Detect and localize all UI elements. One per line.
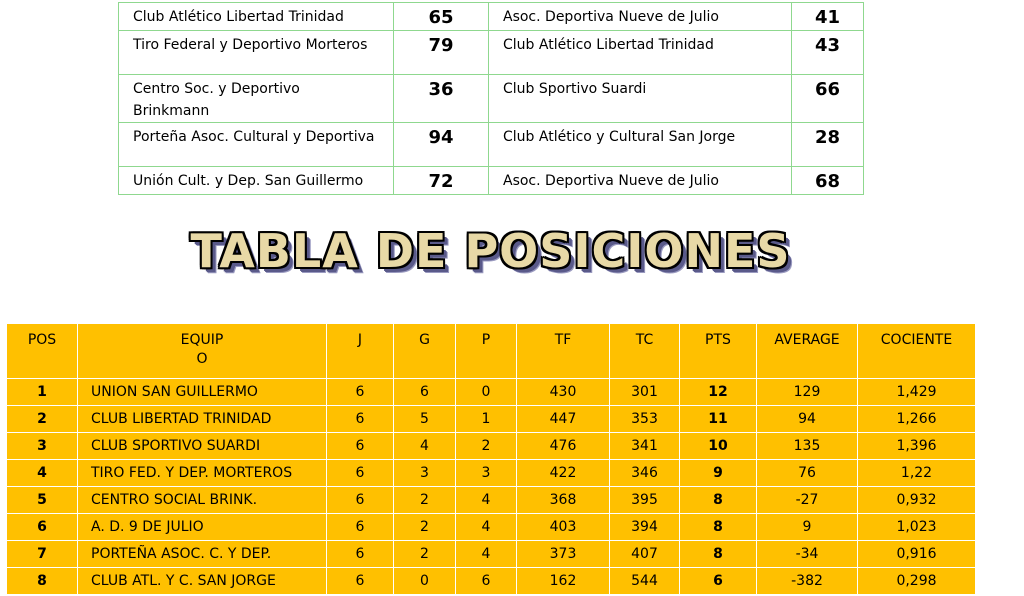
g-cell: 4 [394,433,456,460]
away-score: 66 [792,75,864,123]
header-equipo-line2: O [196,351,208,367]
tf-cell: 422 [517,460,610,487]
p-cell: 4 [456,541,517,568]
team-cell: CLUB LIBERTAD TRINIDAD [78,406,327,433]
cociente-cell: 0,298 [858,568,976,595]
home-team: Centro Soc. y Deportivo Brinkmann [119,75,394,123]
average-cell: -34 [757,541,858,568]
header-p: P [456,324,517,379]
away-score: 28 [792,123,864,167]
pos-cell: 6 [7,514,78,541]
standings-row [7,433,976,460]
pts-cell: 8 [680,487,757,514]
j-cell: 6 [327,487,394,514]
j-cell: 6 [327,541,394,568]
pos-cell: 2 [7,406,78,433]
j-cell: 6 [327,514,394,541]
tf-cell: 162 [517,568,610,595]
p-cell: 1 [456,406,517,433]
g-cell: 2 [394,514,456,541]
p-cell: 4 [456,487,517,514]
tc-cell: 346 [610,460,680,487]
pts-cell: 11 [680,406,757,433]
header-average: AVERAGE [757,324,858,379]
j-cell: 6 [327,406,394,433]
average-cell: 9 [757,514,858,541]
team-cell: CLUB SPORTIVO SUARDI [78,433,327,460]
j-cell: 6 [327,433,394,460]
cociente-cell: 1,266 [858,406,976,433]
cociente-cell: 1,396 [858,433,976,460]
header-pos: POS [7,324,78,379]
average-cell: 94 [757,406,858,433]
tc-cell: 341 [610,433,680,460]
header-j: J [327,324,394,379]
p-cell: 0 [456,379,517,406]
home-team: Tiro Federal y Deportivo Morteros [119,31,394,75]
pos-cell: 7 [7,541,78,568]
team-cell: CENTRO SOCIAL BRINK. [78,487,327,514]
cociente-cell: 1,023 [858,514,976,541]
j-cell: 6 [327,568,394,595]
tc-cell: 353 [610,406,680,433]
pts-cell: 6 [680,568,757,595]
average-cell: 76 [757,460,858,487]
g-cell: 6 [394,379,456,406]
j-cell: 6 [327,460,394,487]
p-cell: 2 [456,433,517,460]
standings-title: TABLA DE POSICIONES [190,224,791,278]
average-cell: -27 [757,487,858,514]
team-cell: A. D. 9 DE JULIO [78,514,327,541]
results-table [118,2,864,195]
p-cell: 3 [456,460,517,487]
pts-cell: 10 [680,433,757,460]
standings-row [7,487,976,514]
cociente-cell: 0,916 [858,541,976,568]
cociente-cell: 1,22 [858,460,976,487]
pos-cell: 1 [7,379,78,406]
tc-cell: 407 [610,541,680,568]
away-score: 68 [792,167,864,195]
tf-cell: 430 [517,379,610,406]
g-cell: 2 [394,541,456,568]
p-cell: 4 [456,514,517,541]
pos-cell: 4 [7,460,78,487]
away-score: 43 [792,31,864,75]
home-team: Club Atlético Libertad Trinidad [119,3,394,31]
away-team: Club Atlético y Cultural San Jorge [489,123,792,167]
home-score: 94 [394,123,489,167]
pts-cell: 8 [680,541,757,568]
result-row [119,75,864,123]
team-cell: UNION SAN GUILLERMO [78,379,327,406]
result-row [119,167,864,195]
standings-row [7,406,976,433]
header-pts: PTS [680,324,757,379]
away-team: Club Sportivo Suardi [489,75,792,123]
result-row [119,3,864,31]
standings-row [7,379,976,406]
pts-cell: 8 [680,514,757,541]
g-cell: 5 [394,406,456,433]
home-score: 65 [394,3,489,31]
standings-row [7,460,976,487]
g-cell: 3 [394,460,456,487]
standings-row [7,514,976,541]
tc-cell: 395 [610,487,680,514]
away-score: 41 [792,3,864,31]
header-cociente: COCIENTE [858,324,976,379]
pos-cell: 3 [7,433,78,460]
header-g: G [394,324,456,379]
j-cell: 6 [327,379,394,406]
cociente-cell: 1,429 [858,379,976,406]
away-team: Asoc. Deportiva Nueve de Julio [489,167,792,195]
home-team: Porteña Asoc. Cultural y Deportiva [119,123,394,167]
pts-cell: 12 [680,379,757,406]
cociente-cell: 0,932 [858,487,976,514]
g-cell: 0 [394,568,456,595]
tc-cell: 301 [610,379,680,406]
average-cell: 135 [757,433,858,460]
standings-row [7,541,976,568]
tc-cell: 544 [610,568,680,595]
team-cell: TIRO FED. Y DEP. MORTEROS [78,460,327,487]
home-score: 79 [394,31,489,75]
result-row [119,123,864,167]
g-cell: 2 [394,487,456,514]
header-equipo [78,324,327,379]
header-tf: TF [517,324,610,379]
pos-cell: 8 [7,568,78,595]
tf-cell: 476 [517,433,610,460]
tf-cell: 403 [517,514,610,541]
away-team: Asoc. Deportiva Nueve de Julio [489,3,792,31]
tf-cell: 447 [517,406,610,433]
tf-cell: 373 [517,541,610,568]
tf-cell: 368 [517,487,610,514]
header-equipo-line1: EQUIP [180,332,224,348]
header-tc: TC [610,324,680,379]
average-cell: -382 [757,568,858,595]
standings-header-row [7,324,976,379]
pos-cell: 5 [7,487,78,514]
standings-table [6,323,976,595]
team-cell: CLUB ATL. Y C. SAN JORGE [78,568,327,595]
average-cell: 129 [757,379,858,406]
team-cell: PORTEÑA ASOC. C. Y DEP. [78,541,327,568]
home-score: 72 [394,167,489,195]
standings-row [7,568,976,595]
away-team: Club Atlético Libertad Trinidad [489,31,792,75]
p-cell: 6 [456,568,517,595]
home-team: Unión Cult. y Dep. San Guillermo [119,167,394,195]
pts-cell: 9 [680,460,757,487]
home-score: 36 [394,75,489,123]
tc-cell: 394 [610,514,680,541]
result-row [119,31,864,75]
